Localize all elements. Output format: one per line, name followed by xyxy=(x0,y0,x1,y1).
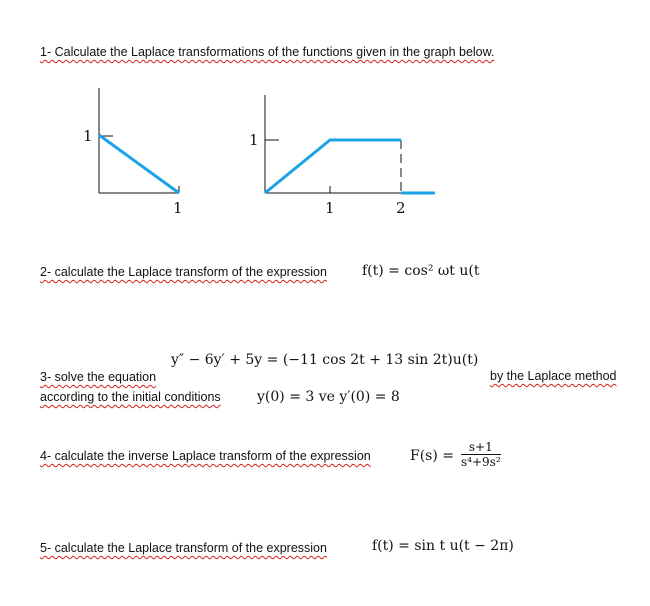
question-3-equation: y″ − 6y′ + 5y = (−11 cos 2t + 13 sin 2t)u(t) xyxy=(171,352,479,368)
question-4-denominator: s⁴+9s² xyxy=(461,455,501,469)
graph-1 xyxy=(83,88,183,217)
question-5-expression: f(t) = sin t u(t − 2π) xyxy=(372,538,514,554)
question-4-numerator: s+1 xyxy=(461,440,501,455)
graph-1-y-tick-label: 1 xyxy=(83,127,93,145)
graph-1-x-tick-label: 1 xyxy=(173,199,183,217)
question-4-text: 4- calculate the inverse Laplace transform of the expression xyxy=(40,449,371,463)
question-4 xyxy=(40,449,371,463)
question-2-expression: f(t) = cos² ωt u(t xyxy=(362,263,480,279)
graph-2-x-tick-label-2: 2 xyxy=(396,199,406,217)
question-5 xyxy=(40,541,327,555)
question-3-conditions-label xyxy=(40,390,221,404)
question-5-text: 5- calculate the Laplace transform of the expression xyxy=(40,541,327,555)
question-4-lhs: F(s) = xyxy=(410,448,455,464)
graph-2-curve xyxy=(265,140,401,193)
graph-2 xyxy=(249,95,435,217)
graph-2-x-tick-label-1: 1 xyxy=(325,199,335,217)
question-3-conditions: y(0) = 3 ve y′(0) = 8 xyxy=(257,389,400,405)
question-3-suffix xyxy=(490,369,616,383)
question-3-prefix xyxy=(40,370,156,384)
question-3-suffix-text: by the Laplace method xyxy=(490,369,617,383)
graph-2-y-tick-label: 1 xyxy=(249,131,259,149)
question-3-conditions-label-text: according to the initial conditions xyxy=(40,390,221,404)
question-1-text: 1- Calculate the Laplace transformations of the functions given in the graph below. xyxy=(40,45,495,59)
graph-1-curve xyxy=(99,135,179,193)
question-2 xyxy=(40,265,327,279)
question-2-text: 2- calculate the Laplace transform of the expression xyxy=(40,265,327,279)
question-4-fraction xyxy=(461,440,501,469)
question-3-prefix-text: 3- solve the equation xyxy=(40,370,157,384)
